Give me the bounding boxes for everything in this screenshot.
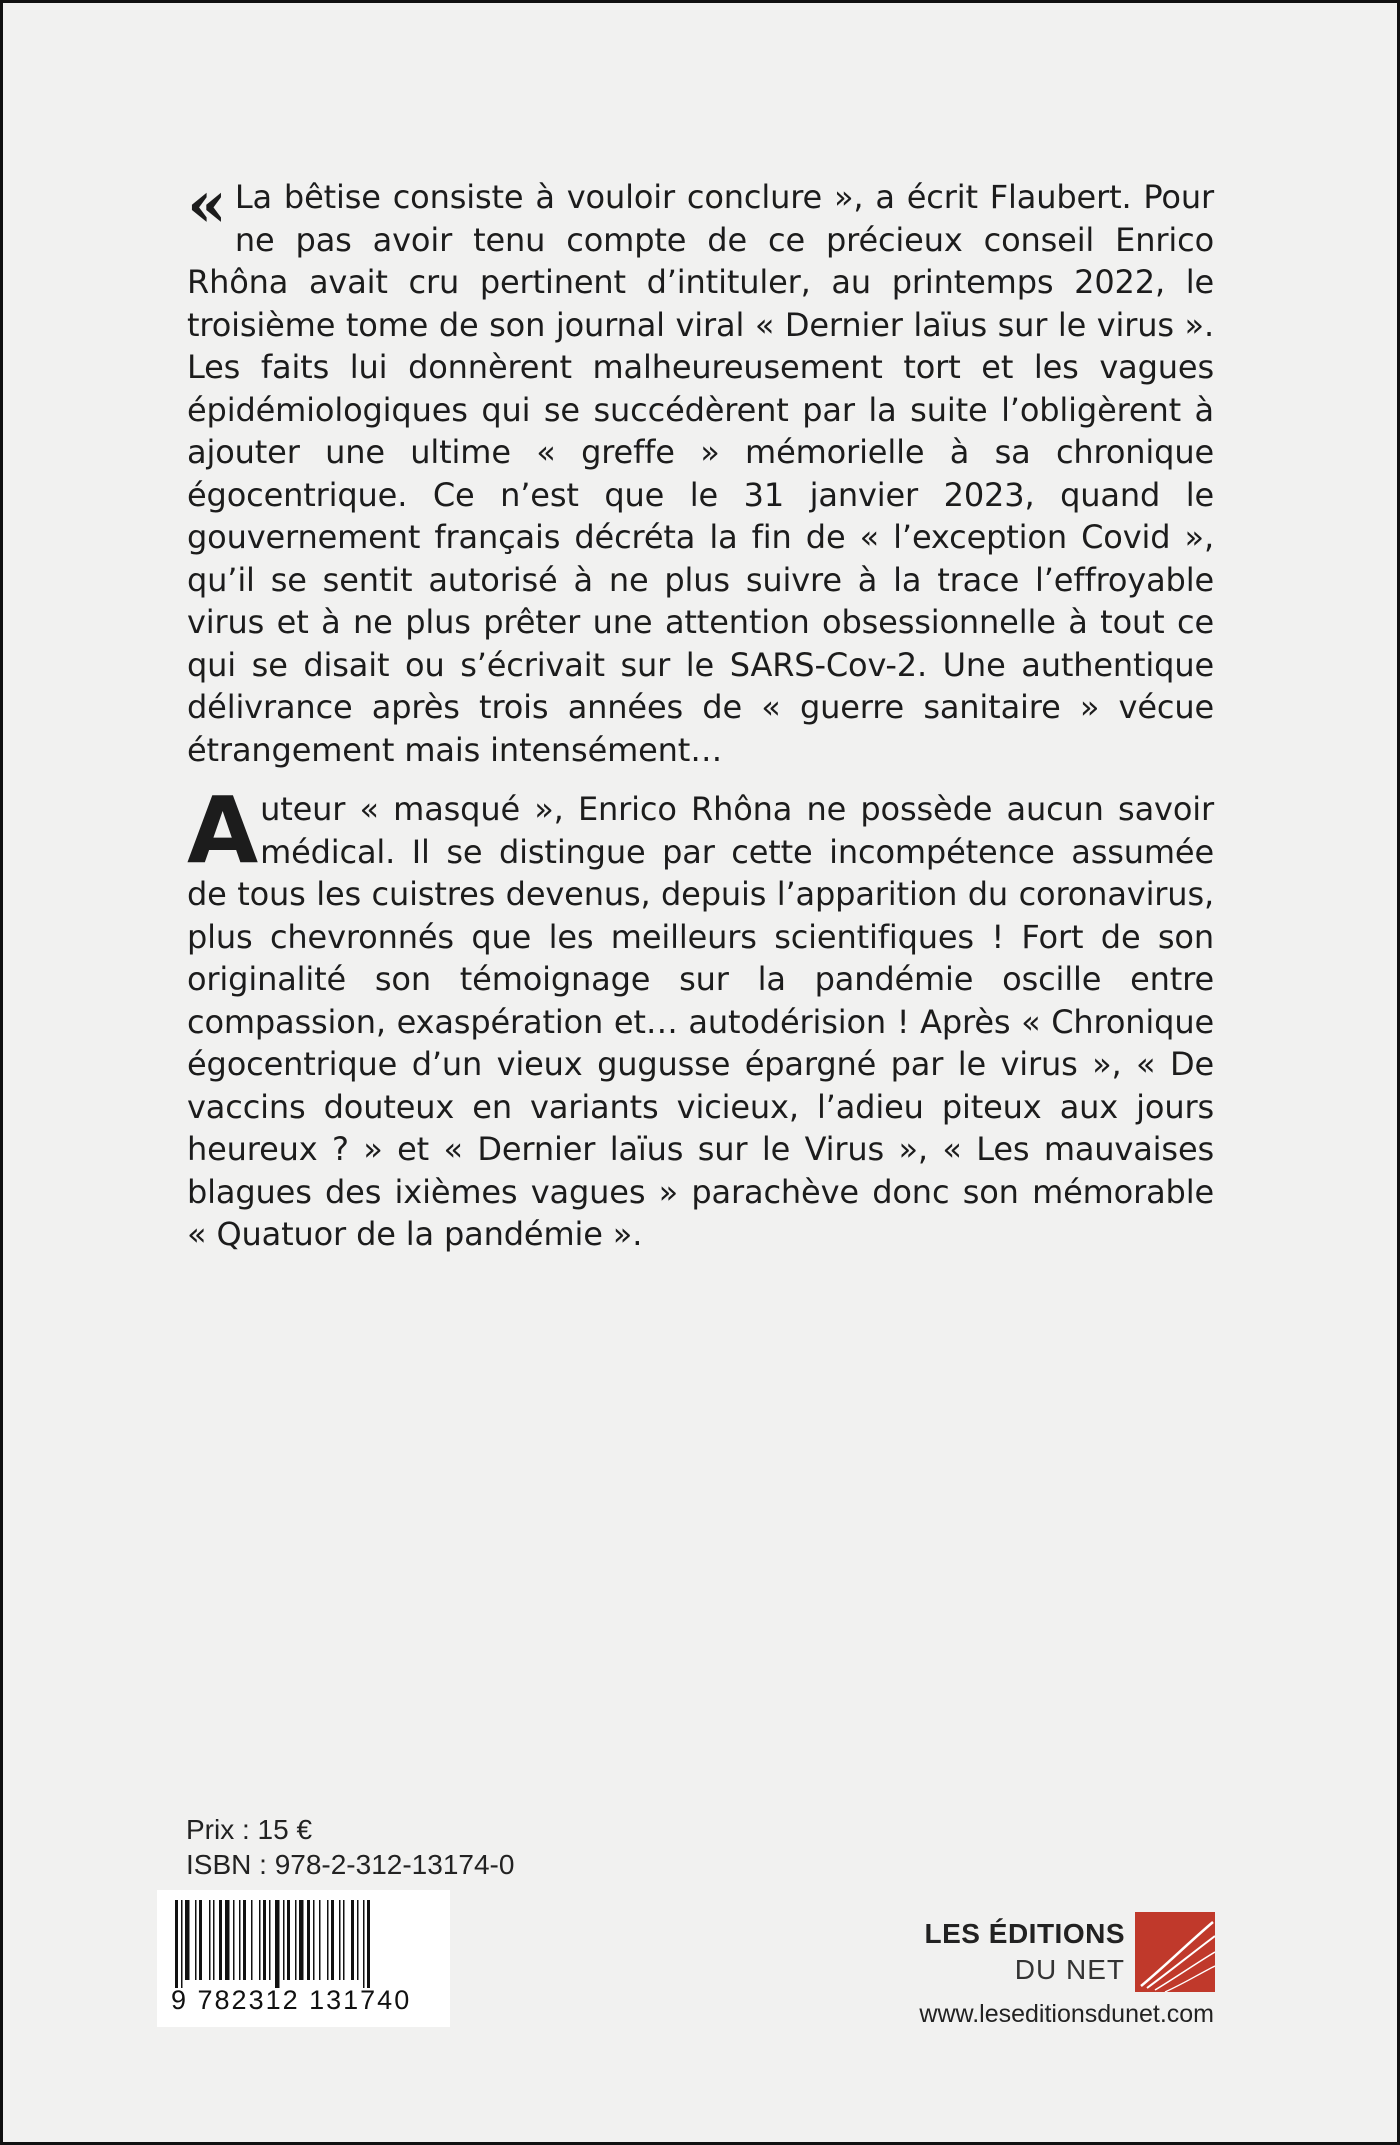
publisher-subname: DU NET [1014, 1954, 1125, 1985]
barcode-bar [219, 1900, 222, 1980]
barcode-bar [209, 1900, 211, 1980]
barcode-bar [233, 1900, 235, 1980]
barcode-bar [287, 1900, 290, 1980]
publisher-name: LES ÉDITIONS [924, 1918, 1125, 1949]
isbn-label: ISBN : 978-2-312-13174-0 [186, 1849, 515, 1880]
barcode-bar [299, 1900, 304, 1980]
barcode-bar [185, 1900, 190, 1980]
blurb-paragraph-2-text: uteur « masqué », Enrico Rhôna ne possède aucun savoir médical. Il se distingue par cette incompétence assumée de tous les cuistres devenus, depuis l’apparition du coronavirus, plus chevronnés que les meilleurs scientifiques ! Fort de son originalité son témoignage sur la pandémie oscille entre compassion, exaspération et… autodérision ! Après « Chronique égocentrique d’un vieux gugusse épargné par le virus », « De vaccins douteux en variants vicieux, l’adieu piteux aux jours heureux ? » et « Dernier laïus sur le Virus », « Les mauvaises blagues des ixièmes vagues » parachève donc son mémorable « Quatuor de la pandémie ». [187, 790, 1214, 1253]
barcode-bars [175, 1900, 430, 1988]
publisher-website: www.leseditionsdunet.com [919, 2000, 1214, 2028]
barcode-bar [327, 1900, 329, 1980]
barcode-bar [243, 1900, 246, 1980]
barcode-bar [295, 1900, 297, 1980]
barcode-bar [331, 1900, 334, 1980]
barcode-bar [225, 1900, 230, 1980]
price-isbn-block [186, 1812, 514, 1882]
blurb-paragraph-1-text: La bêtise consiste à vouloir conclure », a écrit Flaubert. Pour ne pas avoir tenu compte de ce précieux conseil Enrico Rhôna avait cru pertinent d’intituler, au printemps 2022, le troisième tome de son journal viral « Dernier laïus sur le virus ». Les faits lui donnèrent malheureusement tort et les vagues épidémiologiques qui se succédèrent par la suite l’obligèrent à ajouter une ultime « greffe » mémorielle à sa chronique égocentrique. Ce n’est que le 31 janvier 2023, quand le gouvernement français décréta la fin de « l’exception Covid », qu’il se sentit autorisé à ne plus suivre à la trace l’effroyable virus et à ne plus prêter une attention obsessionnelle à tout ce qui se disait ou s’écrivait sur le SARS-Cov-2. Une authentique délivrance après trois années de « guerre sanitaire » vécue étrangement mais intensément… [187, 178, 1214, 769]
blurb-paragraph-1 [187, 167, 1214, 771]
publisher-logo-block [905, 1910, 1215, 2000]
barcode-bar [367, 1900, 370, 1988]
price-label: Prix : 15 € [186, 1814, 313, 1845]
drop-cap-letter: A [187, 777, 259, 884]
barcode-bar [269, 1900, 271, 1980]
barcode-bar [319, 1900, 321, 1980]
barcode-digits: 9 782312 131740 [171, 1985, 412, 2015]
barcode-bar [351, 1900, 354, 1980]
barcode-bar [195, 1900, 197, 1980]
barcode-bar [313, 1900, 315, 1980]
barcode-bar [357, 1900, 359, 1980]
barcode-bar [213, 1900, 215, 1980]
barcode-bar [251, 1900, 253, 1980]
blurb-paragraph-2 [187, 777, 1214, 1256]
barcode-bar [175, 1900, 178, 1988]
back-cover-blurb [187, 167, 1214, 1256]
barcode-bar [181, 1900, 183, 1988]
barcode-bar [239, 1900, 241, 1980]
barcode-bar [263, 1900, 266, 1980]
barcode-bar [307, 1900, 310, 1980]
isbn-barcode [157, 1890, 450, 2027]
barcode-bar [283, 1900, 285, 1980]
barcode-bar [199, 1900, 202, 1980]
barcode-bar [363, 1900, 365, 1988]
barcode-bar [275, 1900, 280, 1988]
opening-quote-mark: « [187, 167, 227, 242]
pages-swoosh-icon [1135, 1912, 1215, 1992]
barcode-bar [343, 1900, 345, 1980]
barcode-bar [339, 1900, 341, 1980]
barcode-bar [259, 1900, 261, 1980]
